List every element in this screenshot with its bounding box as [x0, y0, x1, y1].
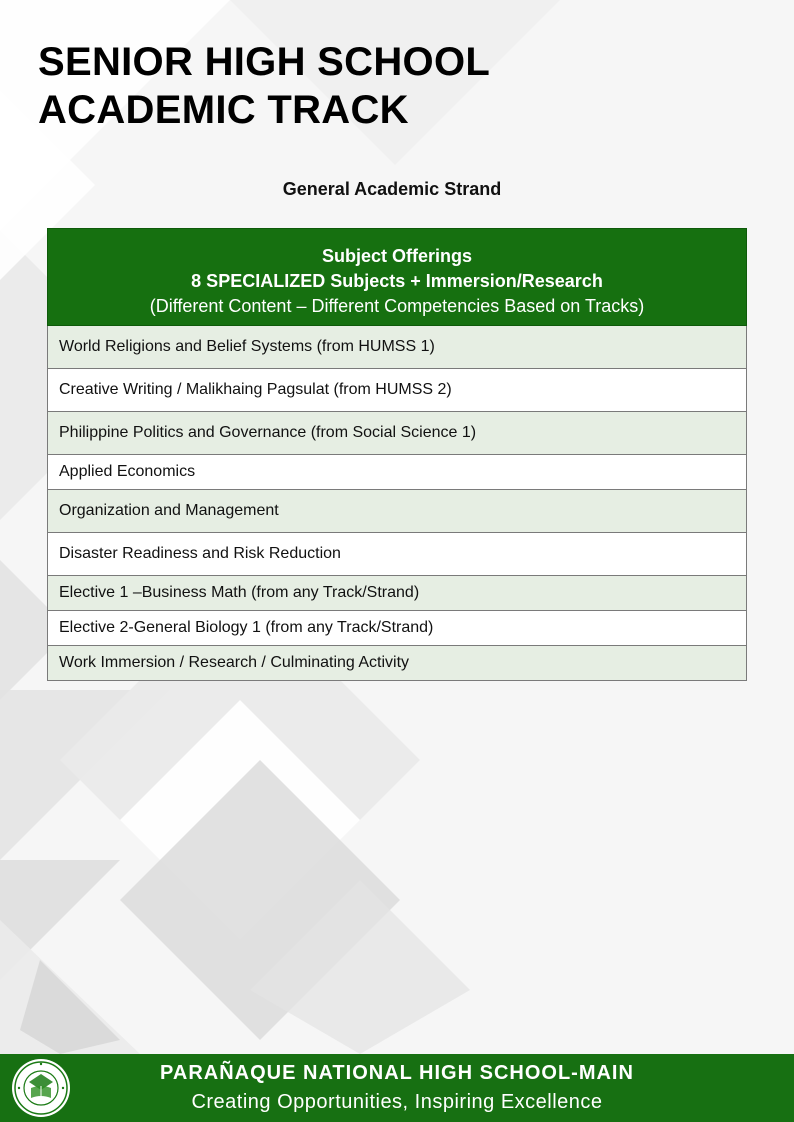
school-name: PARAÑAQUE NATIONAL HIGH SCHOOL-MAIN	[160, 1062, 634, 1084]
table-header-subtitle: 8 SPECIALIZED Subjects + Immersion/Research	[191, 271, 603, 291]
page-title-line-1: SENIOR HIGH SCHOOL	[38, 40, 491, 84]
strand-heading: General Academic Strand	[282, 179, 502, 199]
table-header-note: (Different Content – Different Competencies Based on Tracks)	[149, 296, 645, 316]
table-header	[47, 228, 747, 326]
table-row: Organization and Management	[48, 490, 746, 533]
table-row: Disaster Readiness and Risk Reduction	[48, 533, 746, 576]
table-row: World Religions and Belief Systems (from HUMSS 1)	[48, 326, 746, 369]
page-title	[38, 38, 490, 134]
table-row: Applied Economics	[48, 455, 746, 490]
table-body	[47, 326, 747, 681]
subject-offerings-table	[47, 228, 747, 681]
school-tagline: Creating Opportunities, Inspiring Excellence	[191, 1091, 603, 1113]
footer-banner	[0, 1054, 794, 1122]
table-header-title: Subject Offerings	[321, 246, 473, 266]
table-row: Work Immersion / Research / Culminating Activity	[48, 646, 746, 681]
table-row: Philippine Politics and Governance (from Social Science 1)	[48, 412, 746, 455]
page-title-line-2: ACADEMIC TRACK	[38, 88, 409, 132]
table-row: Elective 1 –Business Math (from any Track/Strand)	[48, 576, 746, 611]
table-row: Elective 2-General Biology 1 (from any Track/Strand)	[48, 611, 746, 646]
table-row: Creative Writing / Malikhaing Pagsulat (from HUMSS 2)	[48, 369, 746, 412]
